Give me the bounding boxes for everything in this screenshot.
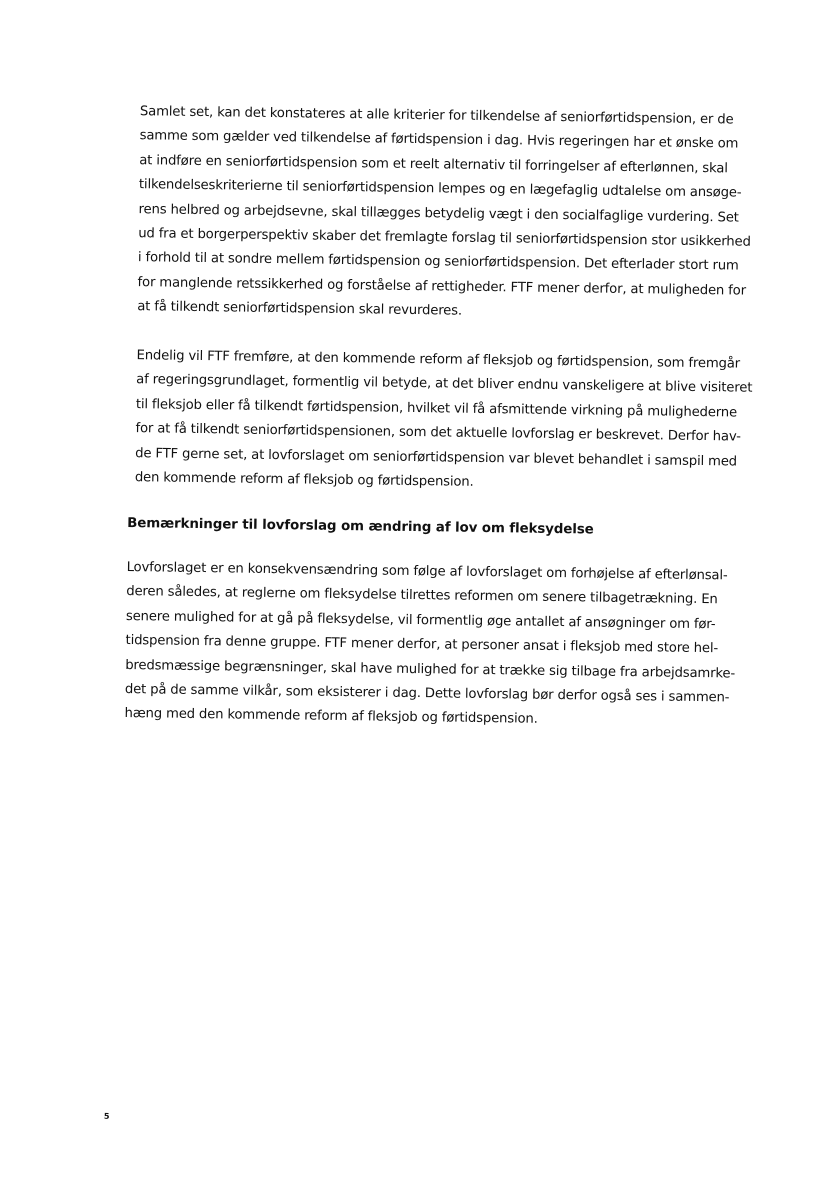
text-line: at indføre en seniorførtidspension som et reelt alternativ til forringelser af efterlønnen, skal [139,152,728,177]
paragraph-fleksydelse [124,556,736,735]
text-line: den kommende reform af fleksjob og førtidspension. [134,470,474,490]
text-line: tidspension fra denne gruppe. FTF mener derfor, at personer ansat i fleksjob med store hel- [125,633,719,657]
text-line: at få tilkendt seniorførtidspension skal revurderes. [137,299,463,319]
section-heading: Bemærkninger til lovforslag om ændring af lov om fleksydelse [127,516,594,538]
text-line: samme som gælder ved tilkendelse af førtidspension i dag. Hvis regeringen har et ønske om [139,128,739,152]
text-line: af regeringsgrundlaget, formentlig vil betyde, at det bliver endnu vanskeligere at blive visiteret [136,372,753,397]
text-line: senere mulighed for at gå på fleksydelse, vil formentlig øge antallet af ansøgninger om før- [125,608,716,633]
text-line: tilkendelseskriterierne til seniorførtidspension lempes og en lægefaglig udtalelse om ansøge- [138,177,742,201]
text-line: i forhold til at sondre mellem førtidspension og seniorførtidspension. Det efterlader stort rum [137,250,739,274]
text-line: for manglende retssikkerhed og forståelse af rettigheder. FTF mener derfor, at muligheden for [137,274,747,299]
text-line: Samlet set, kan det konstateres at alle kriterier for tilkendelse af seniorførtidspension, er de [139,104,734,128]
text-line: Lovforslaget er en konsekvensændring som følge af lovforslaget om forhøjelse af efterlønsal- [126,559,728,584]
text-line: bredsmæssige begrænsninger, skal have mulighed for at trække sig tilbage fra arbejdsamrke- [125,657,736,682]
text-line: de FTF gerne set, at lovforslaget om seniorførtidspension var blevet behandlet i samspil med [135,445,738,470]
text-line: det på de samme vilkår, som eksisterer i dag. Dette lovforslag bør derfor også ses i sammen- [124,682,730,706]
text-line: Endelig vil FTF fremføre, at den kommende reform af fleksjob og førtidspension, som fremgår [136,348,741,372]
text-line: hæng med den kommende reform af fleksjob og førtidspension. [124,706,538,728]
text-line: ud fra et borgerperspektiv skaber det fremlagte forslag til seniorførtidspension stor usikkerhed [138,226,751,250]
text-line: rens helbred og arbejdsevne, skal tillægges betydelig vægt i den socialfaglige vurdering. Set [138,201,739,226]
text-line: deren således, at reglerne om fleksydelse tilrettes reformen om senere tilbagetrækning. En [126,584,718,608]
text-line: til fleksjob eller få tilkendt førtidspension, hvilket vil få afsmittende virkning på mulighederne [135,396,738,421]
paragraph-seniorfortidspension-criteria [137,100,751,328]
text-line: for at få tilkendt seniorførtidspensionen, som det aktuelle lovforslag er beskrevet. Derfor hav- [135,421,741,445]
page-number: 5 [103,1111,110,1121]
paragraph-reform-fleksjob [134,344,753,499]
